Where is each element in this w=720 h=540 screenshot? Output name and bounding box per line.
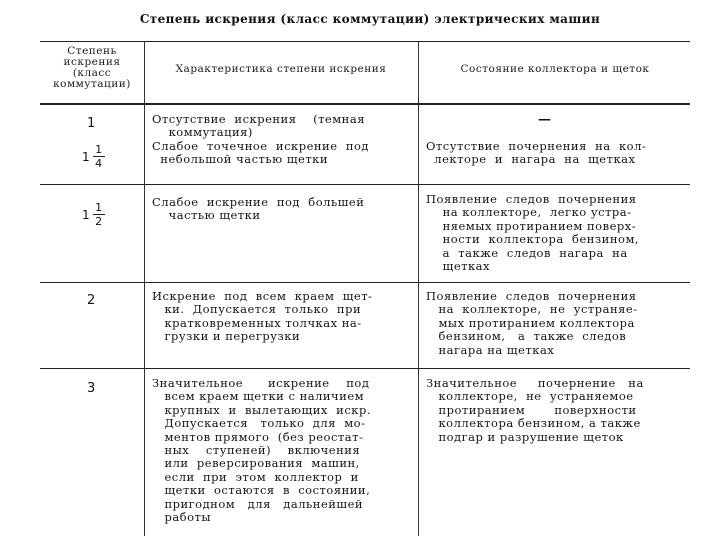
characteristic-text: Искрение под всем краем щет- ки. Допускается только при кратковременных толчках на- грузки и перегрузки xyxy=(152,289,373,344)
state-text: Значительное почернение на коллекторе, не устраняемое протиранием поверхности коллектора бензином, а также подгар и разрушение щеток xyxy=(426,376,644,444)
header-bottom-rule xyxy=(40,103,690,105)
characteristic-text: Отсутствие искрения (темная коммутация) xyxy=(152,112,365,140)
class-whole: 1 xyxy=(82,207,90,222)
characteristic-text: Слабое искрение под большей частью щетки xyxy=(152,195,365,223)
column-divider-2 xyxy=(418,41,419,536)
state-text: Появление следов почернения на коллекторе, легко устра- няемых протиранием поверх- ности коллектора бензином, а также следов нагара на щетках xyxy=(426,192,640,274)
class-value: 3 xyxy=(87,381,96,396)
class-value: 2 xyxy=(87,293,96,308)
state-text: Появление следов почернения на коллекторе, не устраняе- мых протиранием коллектора бензином, а также следов нагара на щетках xyxy=(426,289,638,357)
class-numerator: 1 xyxy=(95,201,103,214)
characteristic-text: Слабое точечное искрение под небольшой частью щетки xyxy=(152,139,370,167)
class-numerator: 1 xyxy=(95,143,103,156)
class-value: 1 xyxy=(87,116,96,131)
table-top-rule xyxy=(40,41,690,42)
class-denominator: 2 xyxy=(95,215,103,228)
header-characteristic: Характеристика степени искрения xyxy=(175,63,387,75)
table-title: Степень искрения (класс коммутации) электрических машин xyxy=(139,12,601,26)
header-class: Степень искрения (класс коммутации) xyxy=(53,45,131,90)
row-rule-2 xyxy=(40,282,690,283)
class-fraction xyxy=(82,144,105,169)
class-denominator: 4 xyxy=(95,157,103,170)
state-text: Отсутствие почернения на кол- лекторе и нагара на щетках xyxy=(426,139,647,167)
class-whole: 1 xyxy=(82,149,90,164)
characteristic-text: Значительное искрение под всем краем щетки с наличием крупных и вылетающих искр. Допускается только для мо- ментов прямого (без реостат- ных ступеней) включения или реверсирования машин, если при этом коллектор и щетки остаются в состоянии, пригодном для дальнейшей работы xyxy=(152,376,371,525)
row-rule-3 xyxy=(40,368,690,369)
row-rule-1 xyxy=(40,184,690,185)
state-text: — xyxy=(538,112,551,127)
class-fraction xyxy=(82,202,105,227)
column-divider-1 xyxy=(144,41,145,536)
header-state: Состояние коллектора и щеток xyxy=(460,63,650,75)
